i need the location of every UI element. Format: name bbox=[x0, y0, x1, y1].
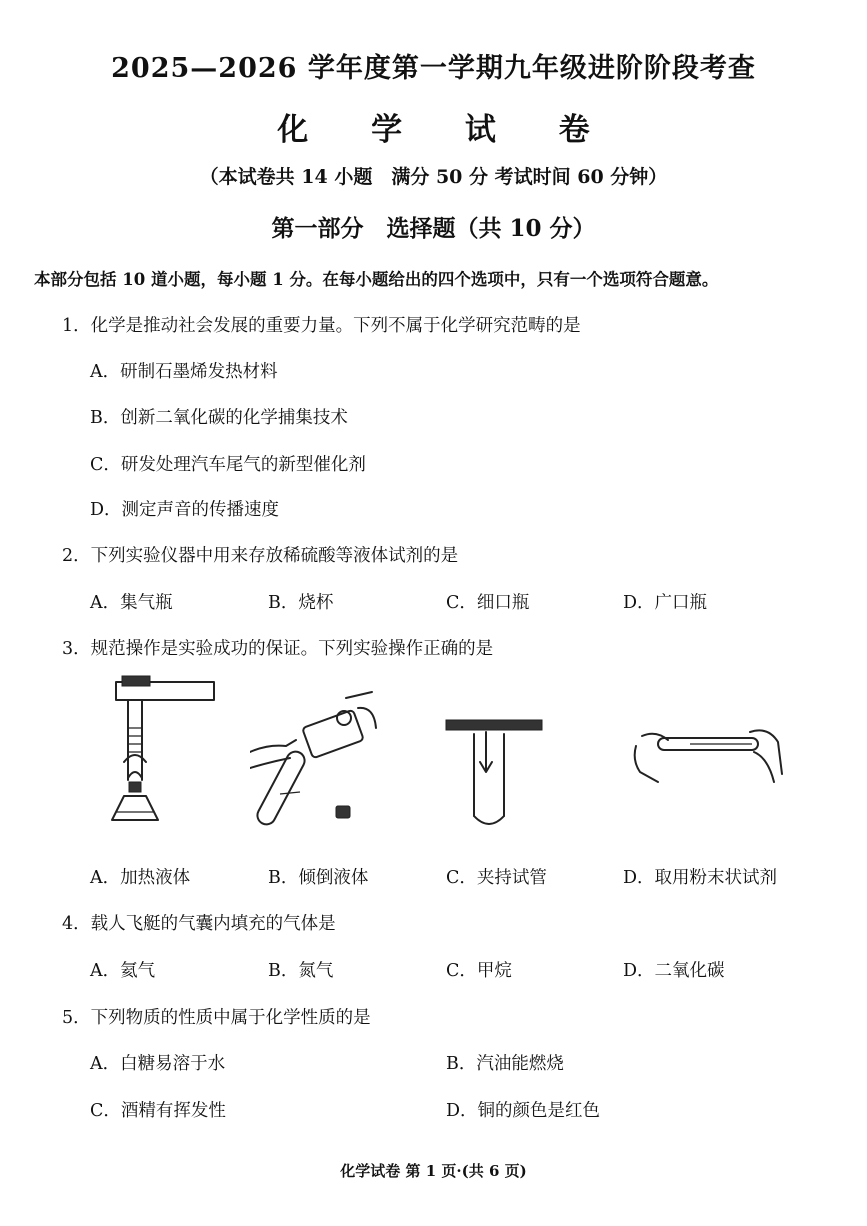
question-3-option-d: D．取用粉末状试剂 bbox=[623, 868, 778, 888]
question-4-option-d: D．二氧化碳 bbox=[623, 961, 725, 981]
question-4-option-a: A．氦气 bbox=[90, 961, 156, 981]
figure-heating-liquid bbox=[98, 670, 228, 830]
question-3-stem: 3．规范操作是实验成功的保证。下列实验操作正确的是 bbox=[62, 639, 494, 659]
question-3-option-a: A．加热液体 bbox=[90, 868, 191, 888]
question-5-option-b: B．汽油能燃烧 bbox=[446, 1054, 564, 1074]
figure-pouring-liquid bbox=[250, 688, 390, 838]
question-4-option-c: C．甲烷 bbox=[446, 961, 512, 981]
question-5-option-a: A．白糖易溶于水 bbox=[90, 1054, 226, 1074]
question-5-option-d: D．铜的颜色是红色 bbox=[446, 1101, 601, 1121]
part-instruction: 本部分包括 10 道小题，每小题 1 分。在每小题给出的四个选项中，只有一个选项符合题意。 bbox=[34, 270, 719, 289]
question-1-stem: 1．化学是推动社会发展的重要力量。下列不属于化学研究范畴的是 bbox=[62, 316, 581, 336]
subject-title-text: 化 学 试 卷 bbox=[277, 112, 616, 148]
question-4-option-b: B．氮气 bbox=[268, 961, 334, 981]
question-2-option-c: C．细口瓶 bbox=[446, 593, 530, 613]
question-3-option-c: C．夹持试管 bbox=[446, 868, 547, 888]
question-3-option-b: B．倾倒液体 bbox=[268, 868, 369, 888]
question-2-option-b: B．烧杯 bbox=[268, 593, 334, 613]
subject-title bbox=[0, 104, 867, 149]
question-4-stem: 4．载人飞艇的气囊内填充的气体是 bbox=[62, 914, 336, 934]
page-footer: 化学试卷 第 1 页·(共 6 页) bbox=[340, 1162, 527, 1180]
exam-title: 2025—2026 学年度第一学期九年级进阶阶段考查 bbox=[111, 53, 756, 84]
exam-info: （本试卷共 14 小题 满分 50 分 考试时间 60 分钟） bbox=[199, 166, 668, 188]
question-1-option-a: A．研制石墨烯发热材料 bbox=[90, 362, 278, 382]
question-5-stem: 5．下列物质的性质中属于化学性质的是 bbox=[62, 1008, 371, 1028]
question-1-option-b: B．创新二氧化碳的化学捕集技术 bbox=[90, 408, 348, 428]
question-1-option-d: D．测定声音的传播速度 bbox=[90, 500, 280, 520]
figure-holding-test-tube bbox=[438, 712, 558, 832]
question-5-option-c: C．酒精有挥发性 bbox=[90, 1101, 226, 1121]
question-1-option-c: C．研发处理汽车尾气的新型催化剂 bbox=[90, 455, 366, 475]
question-2-option-d: D．广口瓶 bbox=[623, 593, 708, 613]
question-2-stem: 2．下列实验仪器中用来存放稀硫酸等液体试剂的是 bbox=[62, 546, 459, 566]
part-title: 第一部分 选择题（共 10 分） bbox=[271, 215, 596, 242]
figure-powder-reagent bbox=[628, 712, 788, 802]
question-2-option-a: A．集气瓶 bbox=[90, 593, 173, 613]
